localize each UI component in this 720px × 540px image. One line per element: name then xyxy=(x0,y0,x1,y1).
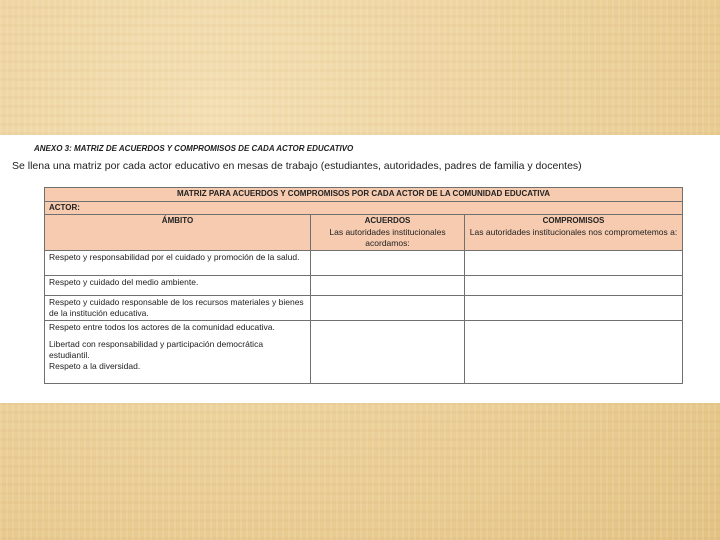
compromisos-cell xyxy=(465,250,683,275)
acuerdos-cell xyxy=(311,275,465,295)
annex-title: ANEXO 3: MATRIZ DE ACUERDOS Y COMPROMISOS DE CADA ACTOR EDUCATIVO xyxy=(34,144,354,153)
ambito-cell: Respeto y responsabilidad por el cuidado y promoción de la salud. xyxy=(45,250,311,275)
acuerdos-cell xyxy=(311,250,465,275)
matrix-title: MATRIZ PARA ACUERDOS Y COMPROMISOS POR CADA ACTOR DE LA COMUNIDAD EDUCATIVA xyxy=(45,188,683,202)
ambito-cell: Respeto y cuidado del medio ambiente. xyxy=(45,275,311,295)
table-row xyxy=(45,320,683,383)
ambito-heading: ÁMBITO xyxy=(161,216,194,226)
acuerdos-cell xyxy=(311,295,465,320)
ambito-cell xyxy=(45,320,311,383)
acuerdos-subheading: Las autoridades institucionales acordamos: xyxy=(329,226,446,248)
table-row xyxy=(45,250,683,275)
column-header-ambito xyxy=(45,215,311,250)
document-sheet xyxy=(0,135,720,403)
compromisos-cell xyxy=(465,295,683,320)
ambito-line: Respeto entre todos los actores de la comunidad educativa. xyxy=(49,321,275,332)
ambito-line: Libertad con responsabilidad y participación democrática estudiantil. xyxy=(49,339,264,361)
ambito-line: Respeto a la diversidad. xyxy=(49,361,141,372)
column-header-acuerdos xyxy=(311,215,465,250)
compromisos-heading: COMPROMISOS xyxy=(542,216,605,226)
ambito-cell: Respeto y cuidado responsable de los recursos materiales y bienes de la institución educativa. xyxy=(45,295,311,320)
compromisos-cell xyxy=(465,320,683,383)
compromisos-cell xyxy=(465,275,683,295)
actor-label: ACTOR: xyxy=(45,202,683,215)
table-row xyxy=(45,275,683,295)
column-header-compromisos xyxy=(465,215,683,250)
intro-text: Se llena una matriz por cada actor educativo en mesas de trabajo (estudiantes, autoridades, padres de familia y docentes) xyxy=(12,160,582,172)
table-row xyxy=(45,295,683,320)
acuerdos-cell xyxy=(311,320,465,383)
acuerdos-heading: ACUERDOS xyxy=(364,216,411,226)
agreements-matrix xyxy=(44,187,683,384)
compromisos-subheading: Las autoridades institucionales nos comprometemos a: xyxy=(469,226,678,237)
